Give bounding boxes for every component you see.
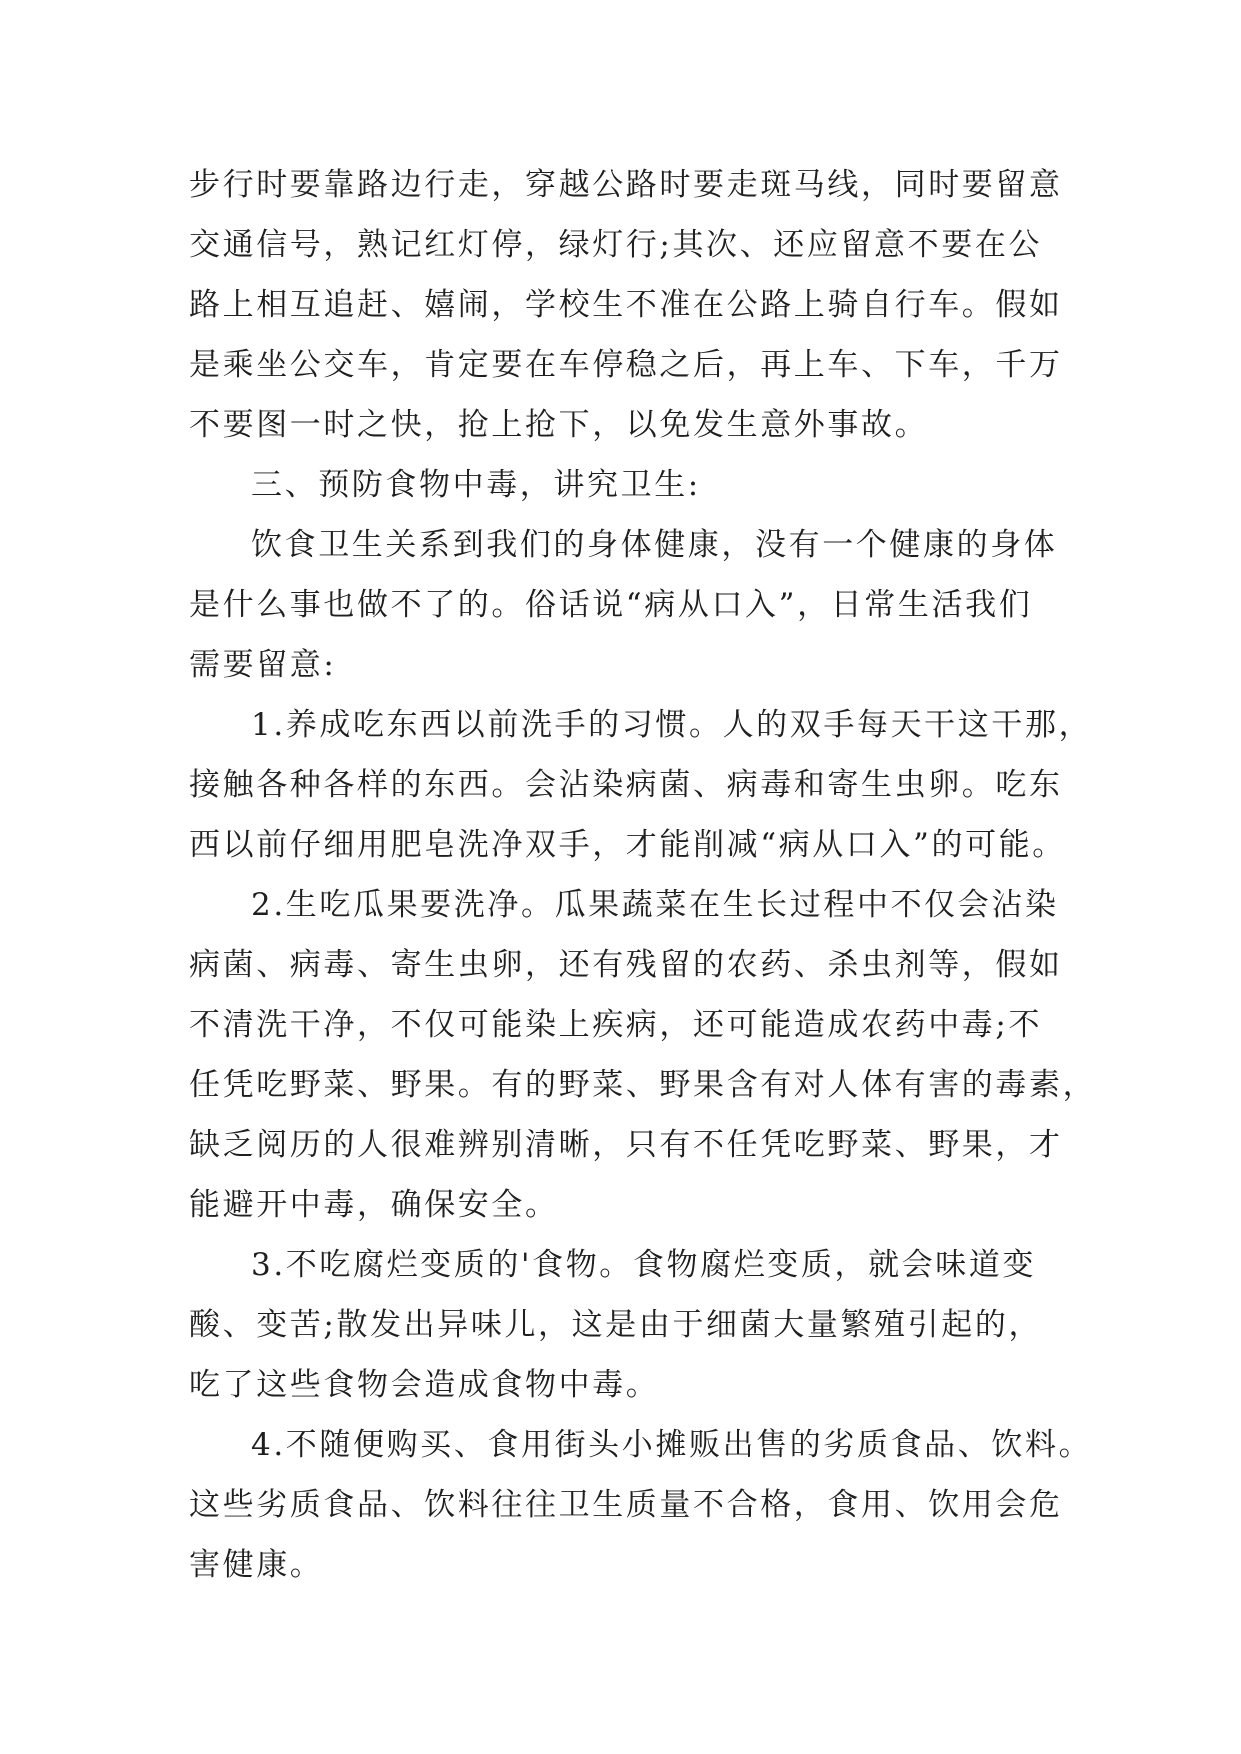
text-line: 这些劣质食品、饮料往往卫生质量不合格，食用、饮用会危 [189, 1487, 1063, 1523]
text-line: 是乘坐公交车，肯定要在车停稳之后，再上车、下车，千万 [189, 347, 1063, 383]
list-item-1 [189, 695, 1093, 875]
text-line: 任凭吃野菜、野果。有的野菜、野果含有对人体有害的毒素， [189, 1067, 1097, 1103]
text-line: 接触各种各样的东西。会沾染病菌、病毒和寄生虫卵。吃东 [189, 767, 1063, 803]
text-line: 不要图一时之快，抢上抢下，以免发生意外事故。 [189, 407, 929, 443]
text-line: 1.养成吃东西以前洗手的习惯。人的双手每天干这干那， [251, 707, 1093, 743]
text-line: 不清洗干净，不仅可能染上疾病，还可能造成农药中毒;不 [189, 1007, 1043, 1043]
text-line: 害健康。 [189, 1547, 324, 1583]
text-line: 路上相互追赶、嬉闹，学校生不准在公路上骑自行车。假如 [189, 287, 1063, 323]
text-line: 三、预防食物中毒，讲究卫生: [251, 467, 701, 503]
text-line: 西以前仔细用肥皂洗净双手，才能削减“病从口入”的可能。 [189, 827, 1066, 863]
text-line: 交通信号，熟记红灯停，绿灯行;其次、还应留意不要在公 [189, 227, 1043, 263]
text-line: 是什么事也做不了的。俗话说“病从口入”，日常生活我们 [189, 587, 1033, 623]
text-line: 缺乏阅历的人很难辨别清晰，只有不任凭吃野菜、野果，才 [189, 1127, 1063, 1163]
list-item-3 [189, 1235, 1057, 1415]
text-line: 3.不吃腐烂变质的'食物。食物腐烂变质，就会味道变 [251, 1247, 1037, 1283]
text-line: 需要留意: [189, 647, 337, 683]
text-line: 病菌、病毒、寄生虫卵，还有残留的农药、杀虫剂等，假如 [189, 947, 1063, 983]
text-line: 4.不随便购买、食用街头小摊贩出售的劣质食品、饮料。 [251, 1427, 1093, 1463]
text-line: 酸、变苦;散发出异味儿，这是由于细菌大量繁殖引起的， [189, 1307, 1043, 1343]
text-line: 吃了这些食物会造成食物中毒。 [189, 1367, 660, 1403]
text-line: 2.生吃瓜果要洗净。瓜果蔬菜在生长过程中不仅会沾染 [251, 887, 1059, 923]
text-line: 饮食卫生关系到我们的身体健康，没有一个健康的身体 [251, 527, 1058, 563]
text-line: 能避开中毒，确保安全。 [189, 1187, 559, 1223]
paragraph-traffic-safety [189, 155, 1063, 455]
document-body [189, 155, 1097, 1595]
list-item-2 [189, 875, 1097, 1235]
paragraph-diet-hygiene [189, 515, 1057, 695]
text-line: 步行时要靠路边行走，穿越公路时要走斑马线，同时要留意 [189, 167, 1063, 203]
list-item-4 [189, 1415, 1093, 1595]
section-heading-food-safety [189, 455, 1057, 515]
